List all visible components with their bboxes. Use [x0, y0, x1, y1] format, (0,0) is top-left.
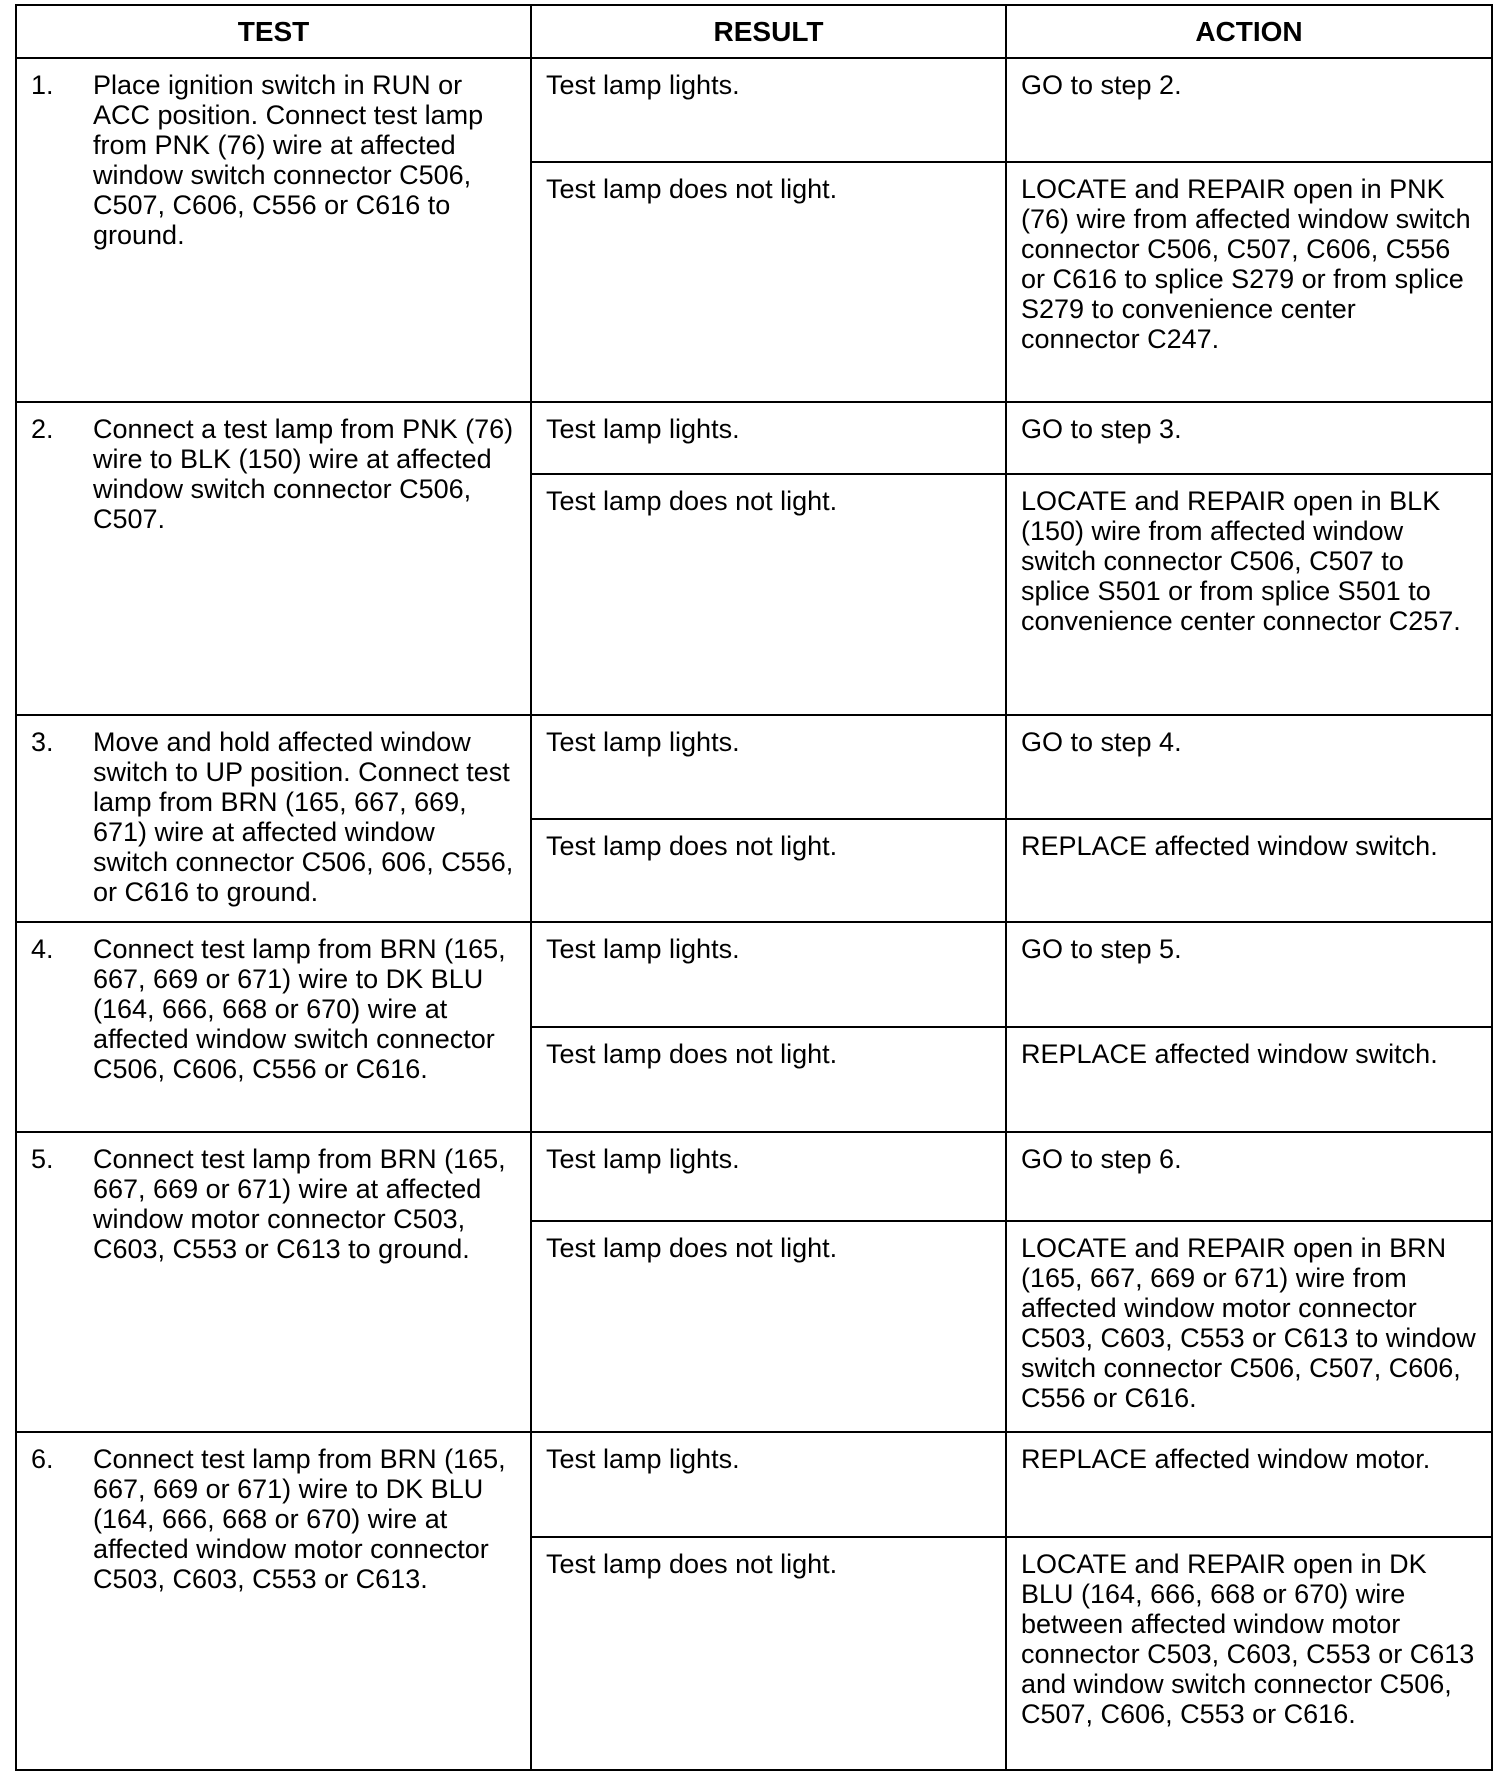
step-1-test-cell [16, 58, 531, 402]
step-number: 2. [31, 414, 54, 444]
table-row [16, 1432, 1492, 1537]
step-5-test-cell [16, 1132, 531, 1432]
action-cell: REPLACE affected window motor. [1006, 1432, 1492, 1537]
header-row [16, 5, 1492, 58]
result-cell: Test lamp does not light. [531, 819, 1006, 922]
action-cell: GO to step 2. [1006, 58, 1492, 162]
step-test-text: Connect test lamp from BRN (165, 667, 669 or 671) wire to DK BLU (164, 666, 668 or 670) wire at affected window motor connector C503, C603, C553 or C613. [93, 1444, 506, 1594]
header-result: RESULT [531, 5, 1006, 58]
step-test-text: Connect test lamp from BRN (165, 667, 669 or 671) wire at affected window motor connector C503, C603, C553 or C613 to ground. [93, 1144, 506, 1264]
result-cell: Test lamp lights. [531, 922, 1006, 1027]
table-row [16, 715, 1492, 819]
action-cell: GO to step 6. [1006, 1132, 1492, 1221]
action-cell: LOCATE and REPAIR open in PNK (76) wire from affected window switch connector C506, C507, C606, C556 or C616 to splice S279 or from splice S279 to convenience center connector C247. [1006, 162, 1492, 402]
step-number: 4. [31, 934, 54, 964]
header-test: TEST [16, 5, 531, 58]
header-action: ACTION [1006, 5, 1492, 58]
step-number: 6. [31, 1444, 54, 1474]
table-row [16, 922, 1492, 1027]
step-test-text: Connect test lamp from BRN (165, 667, 669 or 671) wire to DK BLU (164, 666, 668 or 670) wire at affected window switch connector C506, C606, C556 or C616. [93, 934, 506, 1084]
result-cell: Test lamp lights. [531, 1132, 1006, 1221]
result-cell: Test lamp lights. [531, 715, 1006, 819]
step-2-test-cell [16, 402, 531, 715]
action-cell: GO to step 4. [1006, 715, 1492, 819]
result-cell: Test lamp does not light. [531, 162, 1006, 402]
action-cell: REPLACE affected window switch. [1006, 819, 1492, 922]
diagnostic-table [15, 4, 1493, 1771]
action-cell: LOCATE and REPAIR open in BLK (150) wire from affected window switch connector C506, C507 to splice S501 or from splice S501 to convenience center connector C257. [1006, 474, 1492, 715]
table-row [16, 58, 1492, 162]
step-test-text: Place ignition switch in RUN or ACC position. Connect test lamp from PNK (76) wire at affected window switch connector C506, C507, C606, C556 or C616 to ground. [93, 70, 484, 250]
step-number: 3. [31, 727, 54, 757]
action-cell: GO to step 5. [1006, 922, 1492, 1027]
result-cell: Test lamp does not light. [531, 1027, 1006, 1132]
result-cell: Test lamp does not light. [531, 1537, 1006, 1770]
table-row [16, 402, 1492, 474]
step-4-test-cell [16, 922, 531, 1132]
step-test-text: Connect a test lamp from PNK (76) wire to BLK (150) wire at affected window switch connector C506, C507. [93, 414, 514, 534]
action-cell: GO to step 3. [1006, 402, 1492, 474]
step-6-test-cell [16, 1432, 531, 1770]
result-cell: Test lamp lights. [531, 402, 1006, 474]
result-cell: Test lamp lights. [531, 58, 1006, 162]
action-cell: LOCATE and REPAIR open in BRN (165, 667, 669 or 671) wire from affected window motor connector C503, C603, C553 or C613 to window switch connector C506, C507, C606, C556 or C616. [1006, 1221, 1492, 1432]
step-number: 5. [31, 1144, 54, 1174]
result-cell: Test lamp does not light. [531, 474, 1006, 715]
result-cell: Test lamp does not light. [531, 1221, 1006, 1432]
step-3-test-cell [16, 715, 531, 922]
action-cell: LOCATE and REPAIR open in DK BLU (164, 666, 668 or 670) wire between affected window motor connector C503, C603, C553 or C613 and window switch connector C506, C507, C606, C553 or C616. [1006, 1537, 1492, 1770]
step-test-text: Move and hold affected window switch to UP position. Connect test lamp from BRN (165, 667, 669, 671) wire at affected window switch connector C506, 606, C556, or C616 to ground. [93, 727, 514, 907]
result-cell: Test lamp lights. [531, 1432, 1006, 1537]
table-row [16, 1132, 1492, 1221]
action-cell: REPLACE affected window switch. [1006, 1027, 1492, 1132]
step-number: 1. [31, 70, 54, 100]
